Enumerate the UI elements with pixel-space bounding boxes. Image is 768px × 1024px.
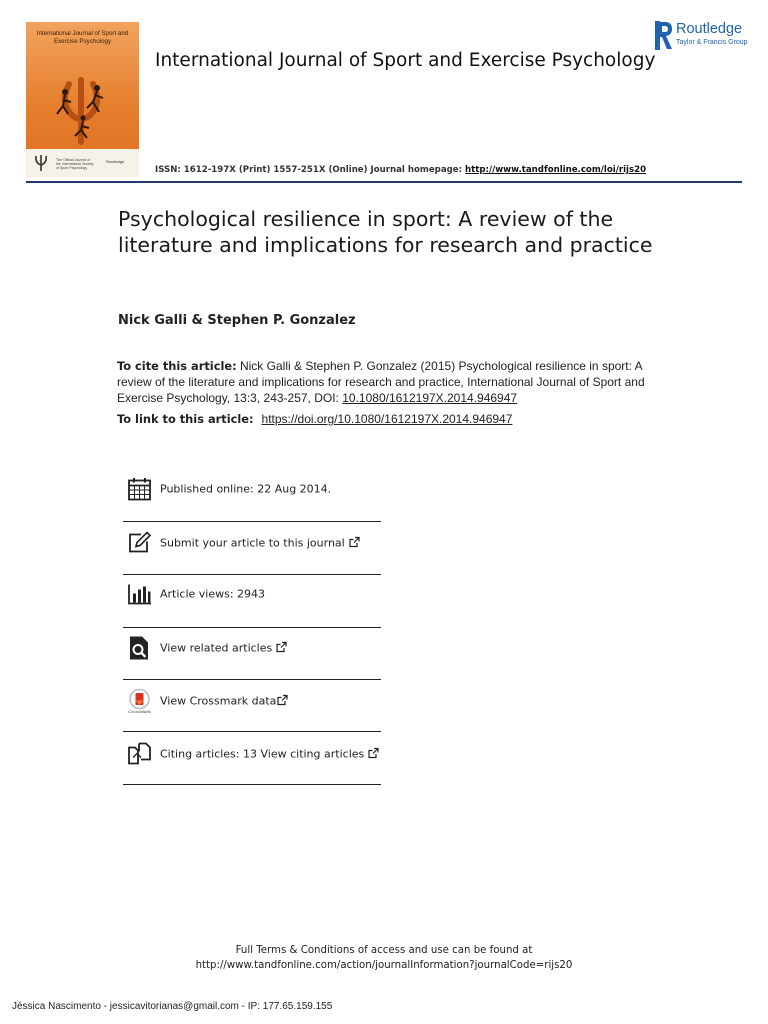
article-doi-url-link[interactable]: https://doi.org/10.1080/1612197X.2014.946947: [261, 412, 513, 426]
external-link-icon: [276, 642, 287, 653]
submit-article-row[interactable]: [123, 517, 381, 569]
cover-title: International Journal of Sport and Exercise Psychology: [36, 30, 129, 45]
cover-psi-figure-icon: [51, 74, 111, 146]
edit-pencil-icon: [127, 531, 152, 556]
row-divider: [123, 784, 381, 785]
external-link-icon: [368, 748, 379, 759]
cover-publisher-text: The Official Journal of the International Society of Sport Psychology: [56, 158, 94, 170]
citation-block: [117, 358, 657, 406]
calendar-icon: [127, 477, 152, 502]
crossmark-link[interactable]: [160, 695, 288, 708]
cite-text: Nick Galli & Stephen P. Gonzalez (2015) Psychological resilience in sport: A review of the literature and implications for research and practice, International Journal of Sport and Exercise Psychology, 13:3, 243-257, DOI:: [117, 359, 645, 405]
article-title: Psychological resilience in sport: A review of the literature and implications for research and practice: [118, 207, 653, 257]
citing-documents-icon: [127, 742, 152, 767]
doi-link[interactable]: 10.1080/1612197X.2014.946947: [342, 391, 518, 405]
crossmark-icon-label: CrossMark: [128, 709, 151, 714]
related-articles-link[interactable]: [160, 642, 287, 655]
external-link-icon: [277, 695, 288, 706]
citing-articles-link[interactable]: [160, 748, 379, 761]
submit-article-link[interactable]: [160, 537, 360, 550]
cite-label: To cite this article:: [117, 359, 237, 373]
issn-text: ISSN: 1612-197X (Print) 1557-251X (Online) Journal homepage:: [155, 165, 466, 175]
routledge-logo[interactable]: [655, 21, 747, 51]
external-link-icon: [349, 537, 360, 548]
article-views-row: [123, 568, 381, 620]
bar-chart-icon: [127, 582, 152, 607]
issn-line: [155, 165, 646, 175]
document-search-icon: [127, 636, 152, 661]
article-link-block: [117, 412, 512, 426]
crossmark-label: View Crossmark data: [160, 694, 277, 708]
routledge-tagline: Taylor & Francis Group: [676, 39, 748, 46]
download-info: Jéssica Nascimento - jessicavitorianas@gmail.com - IP: 177.65.159.155: [12, 1001, 333, 1012]
citing-articles-label: Citing articles: 13 View citing articles: [160, 747, 365, 761]
journal-title: International Journal of Sport and Exercise Psychology: [155, 50, 656, 71]
cover-society-logo-icon: [34, 154, 48, 172]
journal-cover-image: [26, 22, 139, 177]
journal-homepage-link[interactable]: http://www.tandfonline.com/loi/rijs20: [465, 165, 647, 175]
routledge-name: Routledge: [676, 21, 743, 37]
header-divider: [26, 181, 742, 183]
cover-routledge-logo: Routledge: [106, 159, 125, 164]
related-articles-label: View related articles: [160, 641, 273, 655]
crossmark-icon: [127, 689, 152, 714]
routledge-r-icon: [655, 21, 673, 50]
terms-notice: [0, 943, 768, 973]
related-articles-row[interactable]: [123, 622, 381, 674]
terms-url-link[interactable]: http://www.tandfonline.com/action/journalInformation?journalCode=rijs20: [195, 960, 573, 971]
submit-article-label: Submit your article to this journal: [160, 536, 345, 550]
crossmark-row[interactable]: [123, 675, 381, 727]
published-online-text: Published online: 22 Aug 2014.: [160, 482, 332, 496]
published-online-row: [123, 463, 381, 515]
article-authors: Nick Galli & Stephen P. Gonzalez: [118, 313, 356, 328]
citing-articles-row[interactable]: [123, 728, 381, 780]
link-label: To link to this article:: [117, 412, 258, 426]
terms-line-1: Full Terms & Conditions of access and use can be found at: [235, 945, 533, 956]
cover-footer-strip: [26, 149, 139, 177]
article-views-text: Article views: 2943: [160, 587, 266, 601]
